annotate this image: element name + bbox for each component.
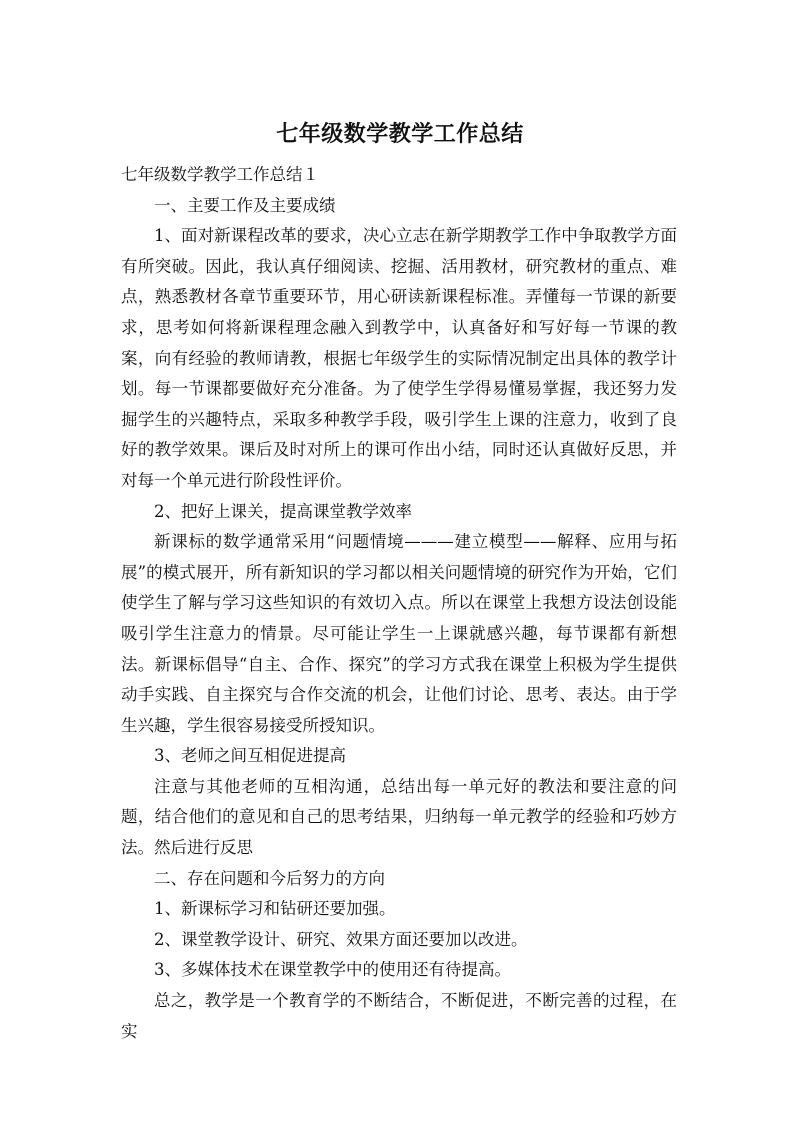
list-item-problem-1: 1、新课标学习和钻研还要加强。 (154, 899, 396, 919)
document-body (121, 160, 677, 1047)
subheading-class-efficiency: 2、把好上课关，提高课堂教学效率 (154, 501, 412, 521)
section-heading-main-work: 一、主要工作及主要成绩 (154, 195, 336, 215)
paragraph-curriculum-reform: 1、面对新课程改革的要求，决心立志在新学期教学工作中争取教学方面有所突破。因此，我认真仔细阅读、挖掘、活用教材，研究教材的重点、难点，熟悉教材各章节重要环节，用心研读新课程标准。弄懂每一节课的新要求，思考如何将新课程理念融入到教学中，认真备好和写好每一节课的教案，向有经验的教师请教，根据七年级学生的实际情况制定出具体的教学计划。每一节课都要做好充分准备。为了使学生学得易懂易掌握，我还努力发掘学生的兴趣特点，采取多种教学手段，吸引学生上课的注意力，收到了良好的教学效果。课后及时对所上的课可作出小结，同时还认真做好反思，并对每一个单元进行阶段性评价。 (121, 226, 677, 490)
subheading-teacher-cooperation: 3、老师之间互相促进提高 (154, 746, 346, 766)
paragraph-conclusion: 总之，教学是一个教育学的不断结合，不断促进，不断完善的过程，在实 (121, 991, 677, 1041)
list-item-problem-2: 2、课堂教学设计、研究、效果方面还要加以改进。 (154, 929, 528, 949)
section-heading-problems: 二、存在问题和今后努力的方向 (154, 868, 385, 888)
paragraph-teacher-communication: 注意与其他老师的互相沟通，总结出每一单元好的教法和要注意的问题，结合他们的意见和自己的思考结果，归纳每一单元教学的经验和巧妙方法。然后进行反思 (121, 776, 677, 858)
document-subtitle: 七年级数学教学工作总结１ (121, 165, 319, 184)
document-title: 七年级数学教学工作总结 (276, 122, 524, 147)
paragraph-new-standard-math: 新课标的数学通常采用“问题情境———建立模型——解释、应用与拓展”的模式展开，所有新知识的学习都以相关问题情境的研究作为开始，它们使学生了解与学习这些知识的有效切入点。所以在课堂上我想方设法创设能吸引学生注意力的情景。尽可能让学生一上课就感兴趣，每节课都有新想法。新课标倡导“自主、合作、探究”的学习方式我在课堂上积极为学生提供动手实践、自主探究与合作交流的机会，让他们讨论、思考、表达。由于学生兴趣，学生很容易接受所授知识。 (121, 532, 677, 735)
list-item-problem-3: 3、多媒体技术在课堂教学中的使用还有待提高。 (154, 960, 511, 980)
